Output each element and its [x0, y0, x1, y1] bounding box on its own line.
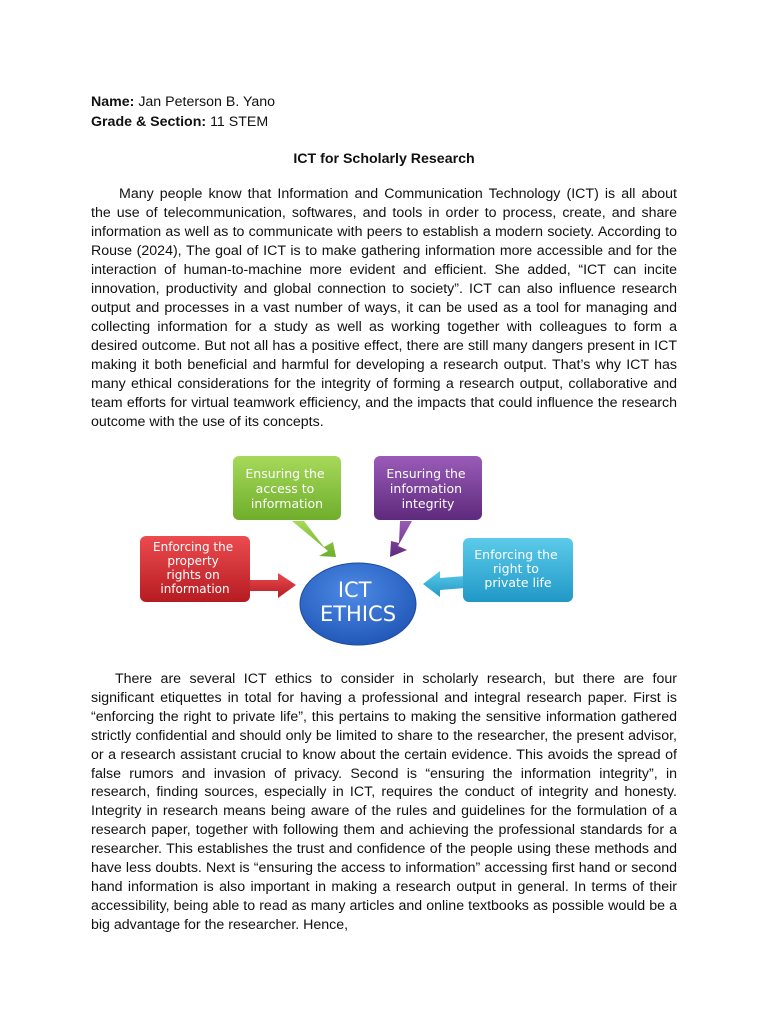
- intro-paragraph: Many people know that Information and Communication Technology (ICT) is all about the use of telecommunication, softwares, and tools in order to process, create, and share information as well as to communicate with peers to establish a modern society. According to Rouse (2024), The goal of ICT is to make gathering information more accessible and for the interaction of human-to-machine more evident and efficient. She added, “ICT can incite innovation, productivity and global connection to society”. ICT can also influence research output and processes in a vast number of ways, it can be used as a tool for managing and collecting information for a study as well as working together with colleagues to form a desired outcome. But not all has a positive effect, there are still many dangers present in ICT making it both beneficial and harmful for developing a research output. That’s why ICT has many ethical considerations for the integrity of forming a research output, collaborative and team efforts for virtual teamwork efficiency, and the impacts that could influence the research outcome with the use of its concepts.: [91, 186, 677, 430]
- arrow-private-to-center: [423, 571, 465, 597]
- node-access-line: information: [250, 496, 324, 511]
- ethics-paragraph: There are several ICT ethics to consider in scholarly research, but there are four significant etiquettes in total for having a professional and integral research paper. First is “enforcing the right to private life”, this pertains to making the sensitive information gathered strictly confidential and should only be limited to share to the researcher, the present advisor, or a research assistant crucial to know about the certain evidence. This avoids the spread of false rumors and invasion of privacy. Second is “ensuring the information integrity”, in research, finding sources, especially in ICT, requires the conduct of integrity and honesty. Integrity in research means being aware of the rules and guidelines for the formulation of a research paper, together with following them and achieving the professional standards for a researcher. This establishes the trust and confidence of the people using these methods and have less doubts. Next is “ensuring the access to information” accessing first hand or second hand information is also important in making a research output in general. In terms of their accessibility, being able to read as many articles and online textbooks as possible would be a big advantage for the researcher. Hence,: [91, 671, 677, 933]
- node-access-line: Ensuring the: [245, 466, 325, 481]
- node-access-label: [245, 466, 328, 511]
- center-label-line: ICT: [337, 578, 372, 602]
- grade-value: 11 STEM: [210, 114, 269, 130]
- node-private-line: right to: [493, 561, 539, 576]
- name-value: Jan Peterson B. Yano: [138, 94, 276, 110]
- node-integrity-line: information: [389, 481, 463, 496]
- center-label-line: ETHICS: [319, 602, 397, 626]
- grade-line: [91, 112, 275, 132]
- node-private-line: Enforcing the: [474, 547, 558, 562]
- document-title: ICT for Scholarly Research: [293, 151, 475, 167]
- arrow-access-to-center: [292, 521, 336, 557]
- node-property-line: Enforcing the: [153, 540, 234, 554]
- student-header: [91, 92, 275, 132]
- name-line: [91, 92, 275, 112]
- node-integrity-line: integrity: [401, 496, 455, 511]
- node-property-line: property: [167, 554, 219, 568]
- node-property-line: rights on: [166, 568, 220, 582]
- arrow-property-to-center: [250, 573, 296, 598]
- node-access-line: access to: [255, 481, 315, 496]
- name-label: Name:: [91, 94, 135, 110]
- arrow-integrity-to-center: [390, 521, 412, 557]
- node-integrity-line: Ensuring the: [386, 466, 466, 481]
- node-property-line: information: [160, 582, 230, 596]
- grade-label: Grade & Section:: [91, 114, 207, 130]
- node-private-line: private life: [484, 575, 552, 590]
- ict-ethics-diagram: [135, 451, 577, 651]
